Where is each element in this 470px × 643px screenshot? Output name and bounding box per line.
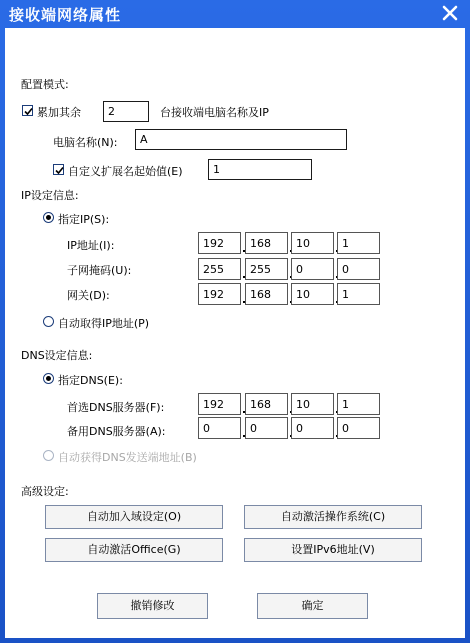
dns-octet[interactable]: 0 [337,417,380,439]
computer-name-label: 电脑名称(N): [53,136,118,149]
dialog-body [5,28,465,638]
auto-dns-radio [43,450,54,461]
custom-ext-checkbox[interactable] [53,164,64,175]
mask-octet[interactable]: 0 [291,258,334,280]
undo-button[interactable]: 撤销修改 [97,593,208,619]
gateway-octet[interactable]: 168 [245,283,288,305]
activate-office-button[interactable]: 自动激活Office(G) [45,538,223,562]
activate-os-button[interactable]: 自动激活操作系统(C) [244,505,422,529]
close-icon[interactable] [440,3,460,23]
gateway-label: 网关(D): [67,289,110,302]
ip-octet[interactable]: 192 [198,232,241,254]
custom-ext-label: 自定义扩展名起始值(E) [68,165,183,178]
join-domain-button[interactable]: 自动加入域设定(O) [45,505,223,529]
specify-ip-radio[interactable] [43,212,54,223]
accumulate-checkbox[interactable] [22,105,33,116]
auto-ip-label: 自动取得IP地址(P) [58,317,150,330]
dns-octet[interactable]: 0 [198,417,241,439]
mask-octet[interactable]: 255 [245,258,288,280]
dns-octet[interactable]: 10 [291,393,334,415]
gateway-octet[interactable]: 192 [198,283,241,305]
specify-dns-label: 指定DNS(E): [58,374,123,387]
dns-octet[interactable]: 192 [198,393,241,415]
ip-octet[interactable]: 168 [245,232,288,254]
window-title: 接收端网络属性 [9,6,122,24]
specify-dns-radio[interactable] [43,373,54,384]
check-icon [23,106,34,117]
ip-section-label: IP设定信息: [21,189,79,202]
mask-octet[interactable]: 0 [337,258,380,280]
alternate-dns-label: 备用DNS服务器(A): [67,425,166,438]
custom-ext-input[interactable] [208,159,312,180]
ok-button[interactable]: 确定 [257,593,368,619]
accumulate-suffix: 台接收端电脑名称及IP [160,106,269,119]
ip-octet[interactable]: 10 [291,232,334,254]
dns-octet[interactable]: 168 [245,393,288,415]
computer-name-input[interactable] [135,129,347,150]
preferred-dns-label: 首选DNS服务器(F): [67,401,165,414]
subnet-mask-label: 子网掩码(U): [67,264,132,277]
gateway-octet[interactable]: 1 [337,283,380,305]
dns-octet[interactable]: 1 [337,393,380,415]
dns-octet[interactable]: 0 [291,417,334,439]
dns-octet[interactable]: 0 [245,417,288,439]
auto-ip-radio[interactable] [43,316,54,327]
advanced-section-label: 高级设定: [21,485,69,498]
auto-dns-label: 自动获得DNS发送端地址(B) [58,451,197,464]
accumulate-count-input[interactable] [103,101,149,122]
dns-section-label: DNS设定信息: [21,349,93,362]
ip-address-label: IP地址(I): [67,239,115,252]
ipv6-settings-button[interactable]: 设置IPv6地址(V) [244,538,422,562]
ip-octet[interactable]: 1 [337,232,380,254]
specify-ip-label: 指定IP(S): [58,213,110,226]
check-icon [54,165,65,176]
title-bar [0,0,470,28]
mask-octet[interactable]: 255 [198,258,241,280]
gateway-octet[interactable]: 10 [291,283,334,305]
accumulate-label: 累加其余 [37,106,81,119]
config-mode-label: 配置模式: [21,78,69,91]
